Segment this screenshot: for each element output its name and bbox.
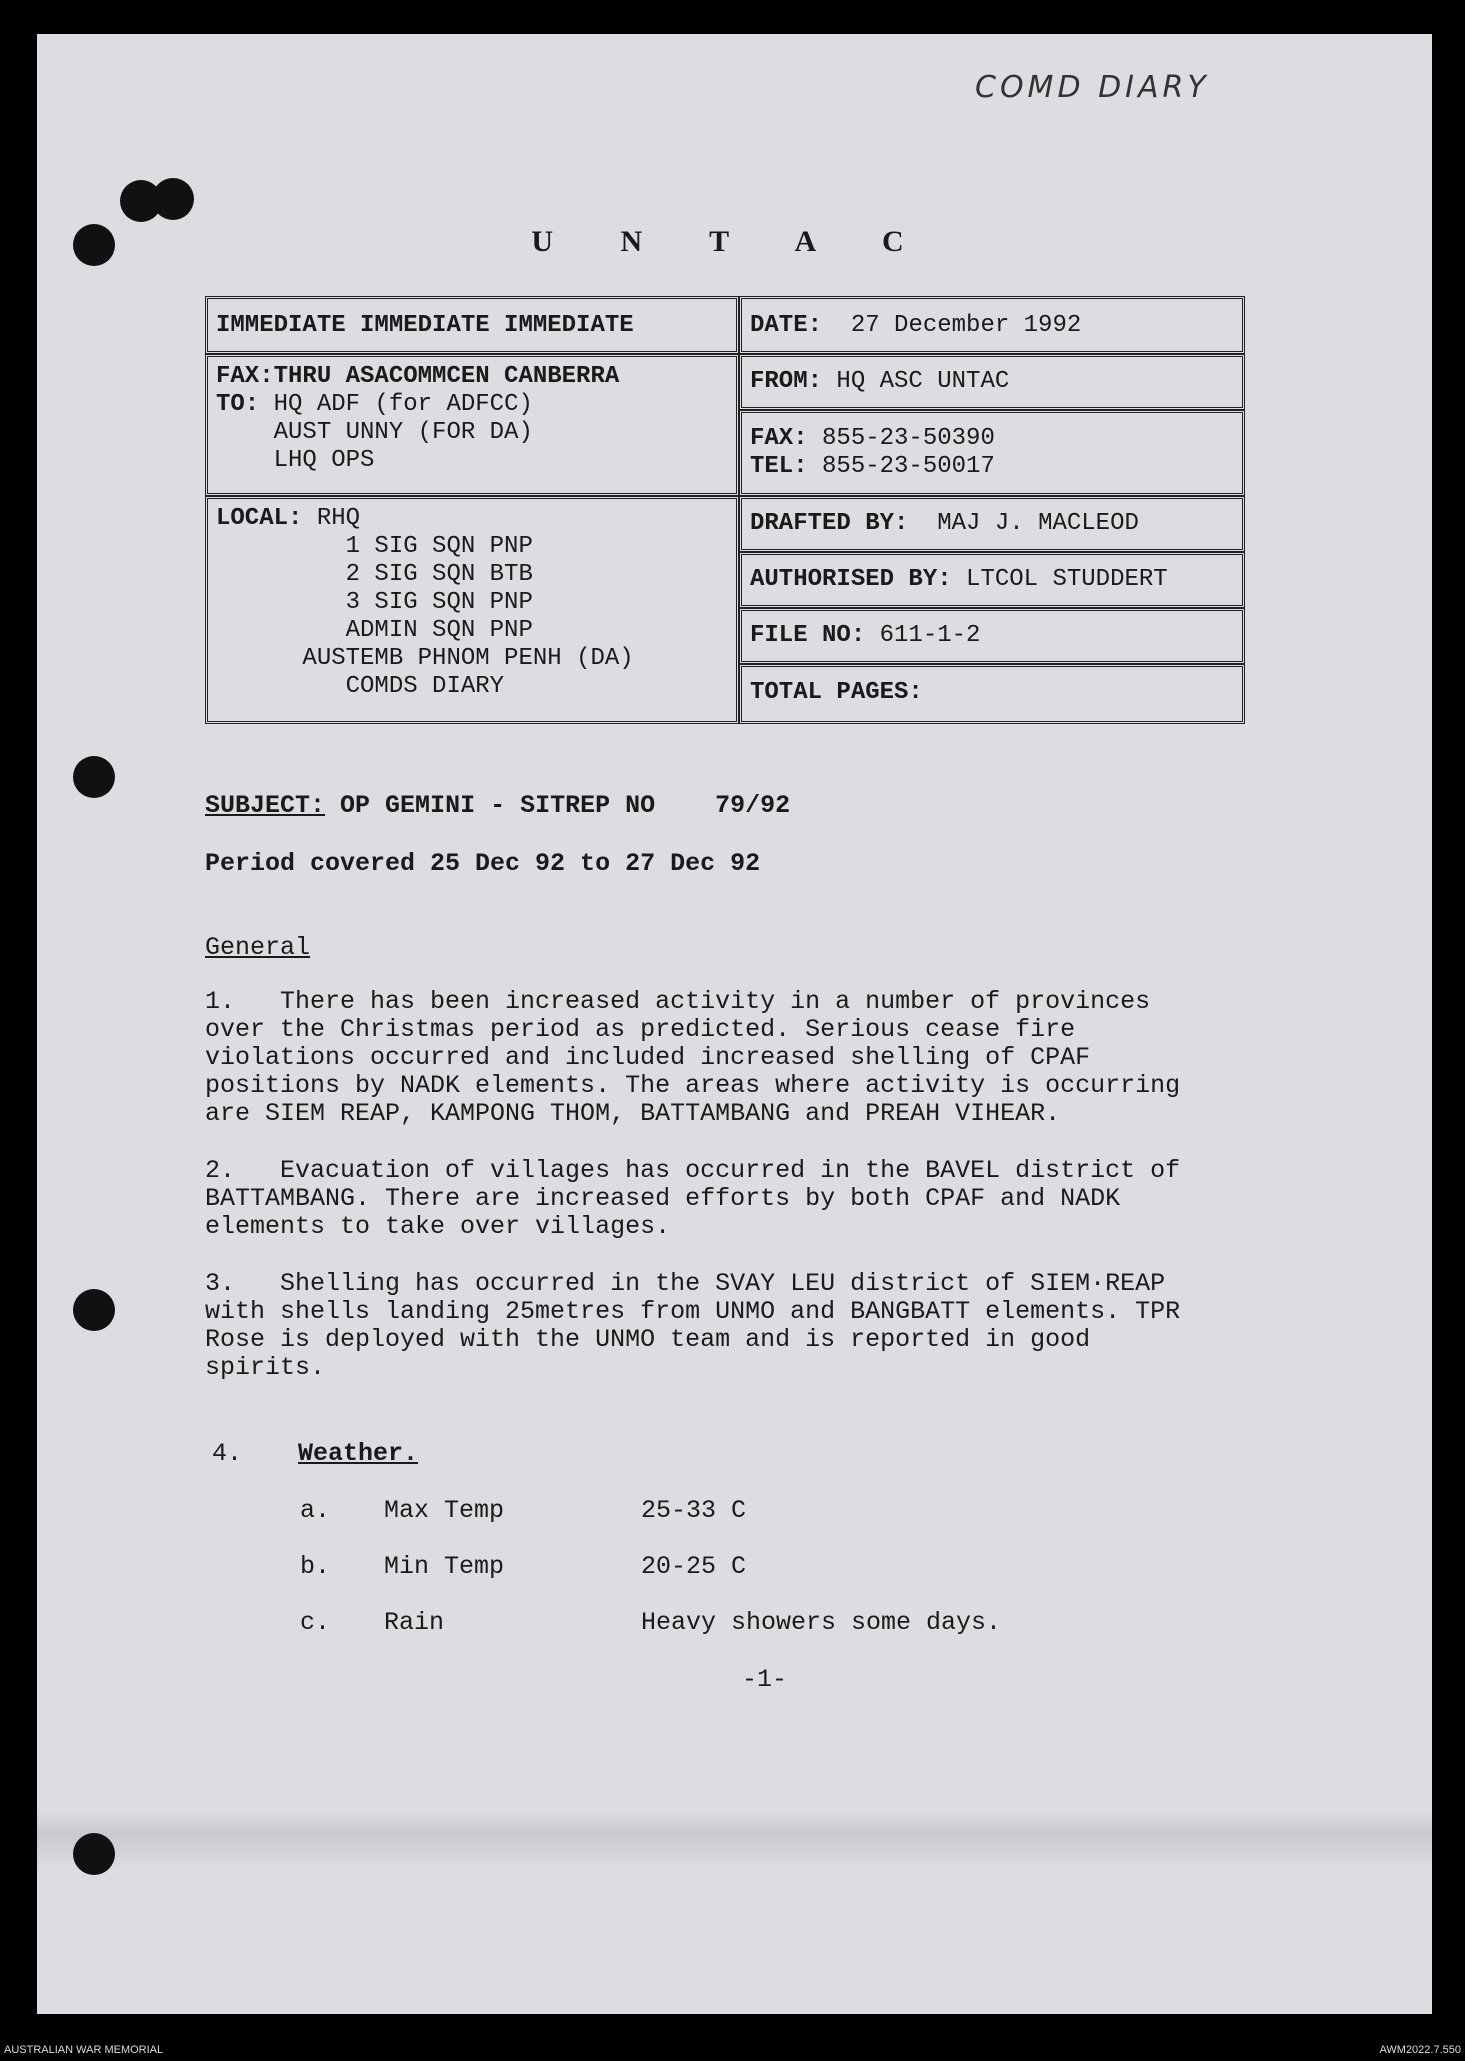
scan-streak bbox=[37, 1810, 1432, 1870]
subject-label: SUBJECT: bbox=[205, 791, 326, 820]
from-cell bbox=[739, 354, 1245, 410]
weather-heading: Weather. bbox=[298, 1439, 419, 1468]
text-line: elements to take over villages. bbox=[205, 1212, 671, 1241]
general-heading: General bbox=[205, 933, 311, 962]
weather-value: Heavy showers some days. bbox=[641, 1608, 1002, 1637]
weather-number: 4. bbox=[212, 1439, 243, 1468]
handwritten-note: COMD DIARY bbox=[975, 70, 1210, 105]
local-line: RHQ bbox=[316, 505, 361, 532]
text-line: are SIEM REAP, KAMPONG THOM, BATTAMBANG and PREAH VIHEAR. bbox=[205, 1099, 1061, 1128]
punch-hole bbox=[152, 178, 194, 220]
paragraph-2 bbox=[205, 1157, 1180, 1241]
local-cell bbox=[205, 496, 739, 724]
fax-line: FAX:THRU ASACOMMCEN CANBERRA bbox=[216, 363, 620, 390]
local-line: 1 SIG SQN PNP bbox=[345, 533, 533, 560]
weather-value: 20-25 C bbox=[641, 1552, 747, 1581]
tel-label: TEL: bbox=[750, 453, 808, 480]
text-line: 2. Evacuation of villages has occurred in the BAVEL district of bbox=[205, 1156, 1181, 1185]
from-value: HQ ASC UNTAC bbox=[836, 368, 1010, 395]
authorised-label: AUTHORISED BY: bbox=[750, 566, 952, 593]
drafted-value: MAJ J. MACLEOD bbox=[937, 510, 1139, 537]
local-line: 2 SIG SQN BTB bbox=[345, 561, 533, 588]
footer-right: AWM2022.7.550 bbox=[1379, 2044, 1461, 2056]
priority-cell: IMMEDIATE IMMEDIATE IMMEDIATE bbox=[205, 296, 739, 354]
punch-hole bbox=[73, 756, 115, 798]
text-line: violations occurred and included increased shelling of CPAF bbox=[205, 1043, 1091, 1072]
tel-value: 855-23-50017 bbox=[822, 453, 995, 480]
date-label: DATE: bbox=[750, 312, 823, 339]
authorised-cell bbox=[739, 552, 1245, 608]
local-line: 3 SIG SQN PNP bbox=[345, 589, 533, 616]
subject-line bbox=[205, 792, 790, 820]
local-line: COMDS DIARY bbox=[345, 673, 505, 700]
subject-value: OP GEMINI - SITREP NO bbox=[340, 791, 656, 820]
paragraph-1 bbox=[205, 988, 1180, 1128]
file-cell bbox=[739, 608, 1245, 664]
text-line: 1. There has been increased activity in a number of provinces bbox=[205, 987, 1151, 1016]
fax-to-cell bbox=[205, 354, 739, 496]
fax-label: FAX: bbox=[750, 425, 808, 452]
file-value: 611-1-2 bbox=[879, 622, 981, 649]
period-covered: Period covered 25 Dec 92 to 27 Dec 92 bbox=[205, 849, 761, 878]
message-header-table bbox=[205, 296, 1245, 724]
drafted-label: DRAFTED BY: bbox=[750, 510, 909, 537]
paragraph-3 bbox=[205, 1270, 1180, 1382]
total-pages-cell: TOTAL PAGES: bbox=[739, 664, 1245, 724]
to-label: TO: bbox=[216, 391, 260, 418]
weather-value: 25-33 C bbox=[641, 1496, 747, 1525]
local-label: LOCAL: bbox=[216, 505, 303, 532]
drafted-cell bbox=[739, 496, 1245, 552]
weather-letter: c. bbox=[300, 1608, 331, 1637]
to-line: LHQ OPS bbox=[273, 447, 375, 474]
local-line: AUSTEMB PHNOM PENH (DA) bbox=[302, 645, 634, 672]
footer-left: AUSTRALIAN WAR MEMORIAL bbox=[4, 2044, 164, 2056]
date-value: 27 December 1992 bbox=[850, 312, 1082, 339]
local-line: ADMIN SQN PNP bbox=[345, 617, 533, 644]
text-line: Rose is deployed with the UNMO team and is reported in good bbox=[205, 1325, 1091, 1354]
punch-hole bbox=[73, 1289, 115, 1331]
weather-label: Rain bbox=[384, 1608, 445, 1637]
text-line: 3. Shelling has occurred in the SVAY LEU district of SIEM·REAP bbox=[205, 1269, 1166, 1298]
weather-label: Min Temp bbox=[384, 1552, 505, 1581]
punch-hole bbox=[73, 1833, 115, 1875]
file-label: FILE NO: bbox=[750, 622, 866, 649]
text-line: positions by NADK elements. The areas where activity is occurring bbox=[205, 1071, 1181, 1100]
weather-label: Max Temp bbox=[384, 1496, 505, 1525]
text-line: over the Christmas period as predicted. Serious cease fire bbox=[205, 1015, 1076, 1044]
text-line: with shells landing 25metres from UNMO and BANGBATT elements. TPR bbox=[205, 1297, 1181, 1326]
subject-number: 79/92 bbox=[715, 791, 791, 820]
date-cell bbox=[739, 296, 1245, 354]
authorised-value: LTCOL STUDDERT bbox=[966, 566, 1168, 593]
text-line: BATTAMBANG. There are increased efforts by both CPAF and NADK bbox=[205, 1184, 1121, 1213]
to-line: HQ ADF (for ADFCC) bbox=[273, 391, 533, 418]
page-number: -1- bbox=[742, 1665, 788, 1694]
org-title: U N T A C bbox=[531, 225, 934, 258]
text-line: spirits. bbox=[205, 1353, 326, 1382]
to-line: AUST UNNY (FOR DA) bbox=[273, 419, 533, 446]
fax-value: 855-23-50390 bbox=[822, 425, 995, 452]
weather-letter: b. bbox=[300, 1552, 331, 1581]
from-label: FROM: bbox=[750, 368, 823, 395]
fax-tel-cell bbox=[739, 410, 1245, 496]
weather-letter: a. bbox=[300, 1496, 331, 1525]
